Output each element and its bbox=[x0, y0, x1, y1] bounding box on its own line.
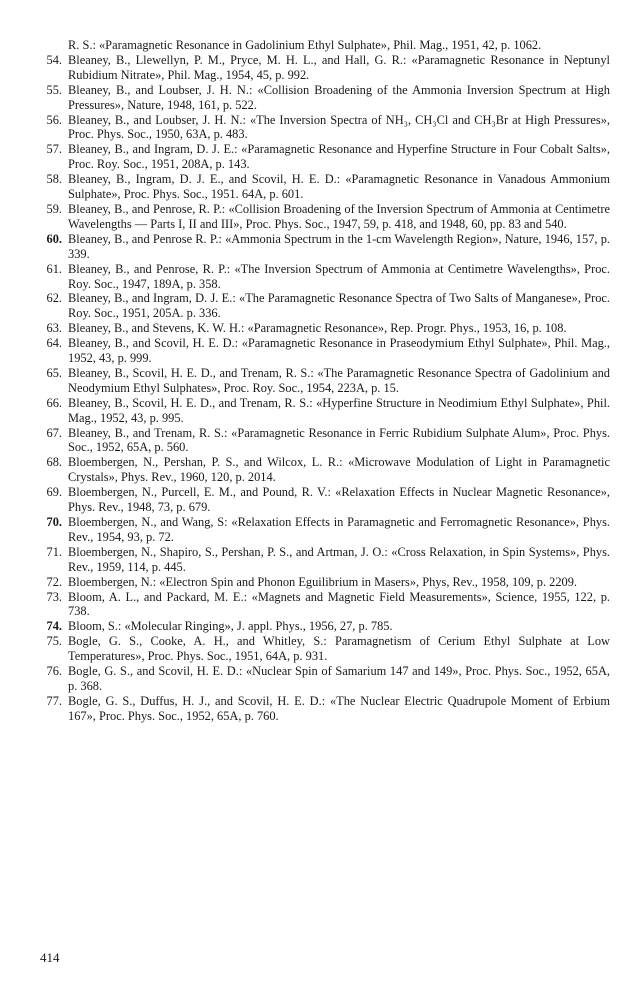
reference-number: 58. bbox=[46, 172, 62, 187]
reference-text: Bleaney, B., and Trenam, R. S.: «Paramagnetic Resonance in Ferric Rubidium Sulphate Alum», Proc. Phys. Soc., 1952, 65A, p. 560. bbox=[68, 425, 610, 455]
reference-entry bbox=[34, 321, 610, 336]
reference-entry bbox=[34, 38, 610, 53]
reference-text: Bogle, G. S., and Scovil, H. E. D.: «Nuclear Spin of Samarium 147 and 149», Proc. Phys. Soc., 1952, 65A, p. 368. bbox=[68, 664, 610, 693]
reference-entry bbox=[34, 262, 610, 292]
reference-number: 57. bbox=[46, 142, 62, 157]
reference-number: 56. bbox=[46, 112, 62, 127]
reference-number: 71. bbox=[46, 544, 62, 559]
reference-entry bbox=[34, 142, 610, 172]
reference-text: Bloembergen, N., Pershan, P. S., and Wilcox, L. R.: «Microwave Modulation of Light in Paramagnetic Crystals», Phys. Rev., 1960, 120, p. 2014. bbox=[68, 455, 610, 485]
reference-number: 73. bbox=[46, 589, 62, 604]
reference-number: 62. bbox=[46, 291, 62, 306]
reference-number: 75. bbox=[46, 634, 62, 649]
reference-text: Bleaney, B., Scovil, H. E. D., and Trenam, R. S.: «Hyperfine Structure in Neodimium Ethyl Sulphate», Phil. Mag., 1952, 43, p. 995. bbox=[68, 395, 610, 425]
reference-number: 60. bbox=[46, 231, 62, 246]
reference-number: 66. bbox=[46, 395, 62, 410]
reference-entry bbox=[34, 590, 610, 620]
reference-number: 70. bbox=[46, 515, 62, 529]
reference-number: 59. bbox=[46, 201, 62, 216]
reference-text: Bleaney, B., and Penrose R. P.: «Ammonia Spectrum in the 1-cm Wavelength Region», Nature, 1946, 157, p. 339. bbox=[68, 231, 610, 261]
reference-text: Bloembergen, N., and Wang, S: «Relaxation Effects in Paramagnetic and Ferromagnetic Resonance», Phys. Rev., 1954, 93, p. 72. bbox=[68, 515, 610, 544]
reference-number: 65. bbox=[46, 365, 62, 380]
reference-entry bbox=[34, 575, 610, 590]
reference-number: 55. bbox=[46, 82, 62, 97]
reference-number: 68. bbox=[46, 455, 62, 470]
reference-number: 54. bbox=[46, 52, 62, 67]
reference-text: Bleaney, B., Ingram, D. J. E., and Scovil, H. E. D.: «Paramagnetic Resonance in Vanadous Ammonium Sulphate», Proc. Phys. Soc., 1951. 64A, p. 601. bbox=[68, 172, 610, 202]
reference-text: Bloembergen, N.: «Electron Spin and Phonon Eguilibrium in Masers», Phys, Rev., 1958, 109, p. 2209. bbox=[68, 574, 578, 589]
reference-text: Bogle, G. S., Cooke, A. H., and Whitley, S.: Paramagnetism of Cerium Ethyl Sulphate at Low Temperatures», Proc. Phys. Soc., 1951, 64A, p. 931. bbox=[68, 634, 610, 664]
reference-entry bbox=[34, 336, 610, 366]
reference-number: 64. bbox=[46, 336, 62, 351]
reference-text: Bloembergen, N., Purcell, E. M., and Pound, R. V.: «Relaxation Effects in Nuclear Magnetic Resonance», Phys. Rev., 1948, 73, p. 679. bbox=[68, 485, 610, 515]
reference-entry bbox=[34, 515, 610, 545]
reference-entry bbox=[34, 53, 610, 83]
reference-text: Bloembergen, N., Shapiro, S., Pershan, P. S., and Artman, J. O.: «Cross Relaxation, in Spin Systems», Phys. Rev., 1959, 114, p. 445. bbox=[68, 544, 610, 574]
reference-entry bbox=[34, 664, 610, 694]
reference-text: Bleaney, B., Llewellyn, P. M., Pryce, M. H. L., and Hall, G. R.: «Paramagnetic Resonance in Neptunyl Rubidium Nitrate», Phil. Mag., 1954, 45, p. 992. bbox=[68, 52, 610, 82]
reference-number: 77. bbox=[46, 693, 62, 708]
reference-number: 67. bbox=[46, 425, 62, 440]
reference-entry bbox=[34, 634, 610, 664]
reference-text: Bogle, G. S., Duffus, H. J., and Scovil, H. E. D.: «The Nuclear Electric Quadrupole Moment of Erbium 167», Proc. Phys. Soc., 1952, 65A, p. 760. bbox=[68, 693, 610, 723]
reference-number: 76. bbox=[46, 664, 62, 679]
reference-number: 61. bbox=[46, 261, 62, 276]
reference-entry bbox=[34, 619, 610, 634]
reference-entry bbox=[34, 83, 610, 113]
reference-text: Bloom, S.: «Molecular Ringing», J. appl. Phys., 1956, 27, p. 785. bbox=[68, 619, 393, 634]
reference-text: Bleaney, B., and Penrose, R. P.: «Collision Broadening of the Inversion Spectrum of Ammonia at Centimetre Wavelengths — Parts I, II and III», Proc. Phys. Soc., 1947, 59, p. 418, and 1948, 60, pp. 83 and 540. bbox=[68, 201, 610, 231]
reference-entry bbox=[34, 485, 610, 515]
reference-entry bbox=[34, 366, 610, 396]
reference-number: 74. bbox=[46, 619, 62, 634]
reference-entry bbox=[34, 291, 610, 321]
reference-text: Bleaney, B., and Scovil, H. E. D.: «Paramagnetic Resonance in Praseodymium Ethyl Sulphate», Phil. Mag., 1952, 43, p. 999. bbox=[68, 336, 610, 366]
reference-text: Bleaney, B., and Penrose, R. P.: «The Inversion Spectrum of Ammonia at Centimetre Wavelengths», Proc. Roy. Soc., 1947, 189A, p. 358. bbox=[68, 261, 610, 291]
reference-number: 72. bbox=[46, 574, 62, 589]
reference-entry bbox=[34, 396, 610, 426]
reference-entry bbox=[34, 455, 610, 485]
reference-entry bbox=[34, 426, 610, 456]
page-number: 414 bbox=[40, 950, 60, 965]
reference-list bbox=[34, 38, 610, 724]
reference-entry bbox=[34, 232, 610, 262]
reference-entry bbox=[34, 202, 610, 232]
reference-entry bbox=[34, 545, 610, 575]
reference-text: Bleaney, B., and Ingram, D. J. E.: «The Paramagnetic Resonance Spectra of Two Salts of Manganese», Proc. Roy. Soc., 1951, 205A. p. 336. bbox=[68, 291, 610, 321]
reference-text: Bleaney, B., and Loubser, J. H. N.: «Collision Broadening of the Ammonia Inversion Spectrum at High Pressures», Nature, 1948, 161, p. 522. bbox=[68, 82, 610, 112]
reference-entry bbox=[34, 694, 610, 724]
reference-text: Bleaney, B., and Ingram, D. J. E.: «Paramagnetic Resonance and Hyperfine Structure in Four Cobalt Salts», Proc. Roy. Soc., 1951, 208A, p. 143. bbox=[68, 142, 610, 172]
reference-number: 69. bbox=[46, 485, 62, 500]
reference-number: 63. bbox=[46, 321, 62, 336]
reference-text: Bleaney, B., and Loubser, J. H. N.: «The Inversion Spectra of NH₃, CH₃Cl and CH₃Br at High Pressures», Proc. Phys. Soc., 1950, 63A, p. 483. bbox=[68, 112, 610, 142]
reference-entry bbox=[34, 113, 610, 143]
reference-text: Bleaney, B., and Stevens, K. W. H.: «Paramagnetic Resonance», Rep. Progr. Phys., 1953, 16, p. 108. bbox=[68, 321, 567, 336]
reference-text: Bloom, A. L., and Packard, M. E.: «Magnets and Magnetic Field Measurements», Science, 1955, 122, p. 738. bbox=[68, 589, 610, 619]
reference-text: R. S.: «Paramagnetic Resonance in Gadolinium Ethyl Sulphate», Phil. Mag., 1951, 42, p. 1062. bbox=[68, 38, 542, 52]
reference-text: Bleaney, B., Scovil, H. E. D., and Trenam, R. S.: «The Paramagnetic Resonance Spectra of Gadolinium and Neodymium Ethyl Sulphates», Proc. Roy. Soc., 1954, 223A, p. 15. bbox=[68, 365, 610, 395]
reference-entry bbox=[34, 172, 610, 202]
reference-number bbox=[34, 38, 68, 53]
